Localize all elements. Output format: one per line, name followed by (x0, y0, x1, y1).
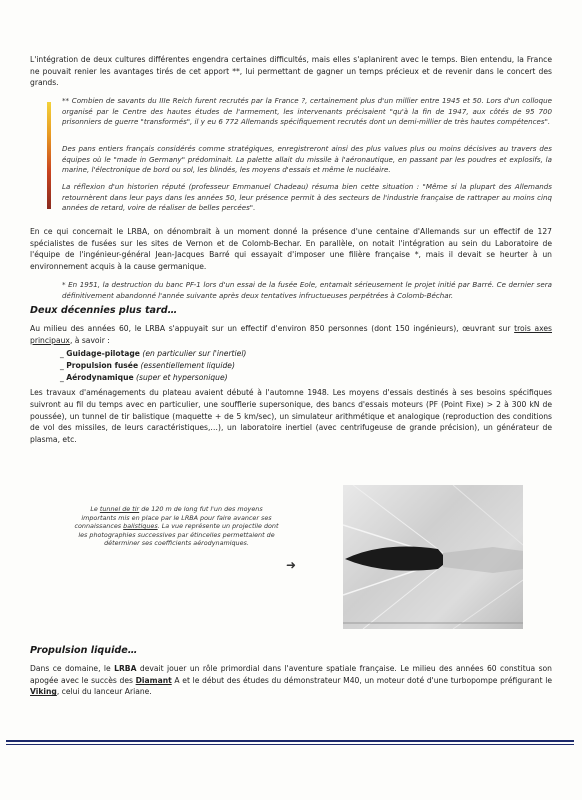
axes-intro-end: , à savoir : (69, 335, 110, 345)
decorative-color-bar (47, 102, 51, 209)
caption-underlined: tunnel de tir (99, 505, 140, 513)
liquid-propulsion-paragraph (30, 663, 552, 698)
caption-text: . La vue représente un projectile dont les photographies successives par étincelles permettaient de déterminer ses coefficients aérodynamiques. (78, 522, 279, 548)
axes-intro (30, 323, 552, 346)
caption-text: Le (90, 505, 100, 513)
footer-rule-thick (6, 740, 574, 742)
intro-paragraph: L'intégration de deux cultures différentes engendra certaines difficultés, mais elles s'aplanirent avec le temps. Bien entendu, la France ne pouvait renier les avantages tirés de cet apport **, lui permettant de gagner un temps précieux et de revenir dans le concert des grands. (30, 55, 552, 88)
arrow-right-icon: ➜ (286, 558, 297, 572)
list-item-name: Aérodynamique (66, 373, 134, 383)
list-item-detail: (en particulier sur l'inertiel) (139, 349, 247, 358)
list-item-detail: (super et hypersonique) (133, 373, 228, 383)
text-underlined: Viking (30, 687, 57, 697)
test-facilities-paragraph: Les travaux d'aménagements du plateau avaient débuté à l'automne 1948. Les moyens d'essais destinés à ses besoins spécifiques suivront au fil du temps avec en particulier, une soufflerie supersonique, des bancs d'essais moteurs (PF (Point Fixe) > 2 à 300 kN de poussée), un tunnel de tir balistique (maquette + de 5 km/sec), un simulateur arithmétique et analogique (reproduction des conditions de vol des missiles, de leurs caractéristiques,…), un laboratoire inertiel (avec centrifugeuse de grande précision), un générateur de plasma, etc. (30, 388, 552, 445)
text: A et le début des études du démonstrateur M40, un moteur doté d'une turbopompe préfigurant le (171, 675, 552, 685)
photo-caption (74, 505, 279, 548)
list-item-name: Guidage-pilotage (66, 349, 140, 358)
lrba-paragraph: En ce qui concernait le LRBA, on dénombrait à un moment donné la présence d'une centaine d'Allemands sur un effectif de 127 spécialistes de fusées sur les sites de Vernon et de Colomb-Bechar. En parallèle, on notait l'intégration au sein du Laboratoire de l'équipe de l'ingénieur-général Jean-Jacques Barré qui essayait d'imposer une filière française *, mais il devait se heurter à un environnement acquis à la cause germanique. (30, 227, 552, 271)
caption-text: de 120 m de long fut l'un des moyens importants mis en place par le LRBA pour faire avancer ses connaissances (74, 505, 272, 531)
text: , celui du lanceur Ariane. (56, 687, 152, 697)
list-bullet: _ (60, 373, 64, 383)
footnote-paragraph-1: ** Combien de savants du IIIe Reich furent recrutés par la France ?, certainement plus d'un millier entre 1945 et 50. Lors d'un colloque organisé par le Centre des hautes études de l'armement, les intervenants précisaient "qu'à la fin de 1947, aux côtés de 95 700 prisonniers de guerre "transformés", il y eu 6 772 Allemands spécifiquement recrutés dont un demi-millier de très hautes compétences". (62, 96, 552, 127)
text-bold: LRBA (114, 664, 137, 673)
projectile-photo (343, 485, 523, 629)
list-item-name: Propulsion fusée (66, 361, 139, 371)
list-bullet: _ (60, 361, 64, 371)
star-footnote: * En 1951, la destruction du banc PF-1 lors d'un essai de la fusée Eole, entamait sérieusement le projet initié par Barré. Ce dernier sera définitivement abandonné l'année suivante après deux tentatives infructueuses perpétrées à Colomb-Béchar. (62, 280, 552, 300)
list-bullet: _ (60, 349, 64, 358)
caption-underlined: balistiques (123, 522, 158, 531)
axes-intro-underlined: trois axes principaux (30, 324, 552, 345)
text: Dans ce domaine, le (30, 664, 115, 673)
footnote-paragraph-3: La réflexion d'un historien réputé (professeur Emmanuel Chadeau) résuma bien cette situation : "Même si la plupart des Allemands retournèrent dans leur pays dans les années 50, leur présence permit à des secteurs de l'industrie française de rattraper au moins cinq années de retard, voire de réaliser de belles percées". (62, 182, 552, 213)
list-item (60, 372, 246, 384)
list-item (60, 360, 246, 372)
section-heading-liquid-propulsion: Propulsion liquide… (30, 645, 138, 656)
list-item (60, 348, 246, 360)
axes-list (60, 348, 246, 385)
footer-rule-thin (6, 744, 574, 745)
text: devait jouer un rôle primordial dans l'aventure spatiale française. Le milieu des années 60 constitua son apogée avec le succès des (30, 664, 552, 685)
text-underlined: Diamant (135, 675, 172, 685)
axes-intro-text: Au milieu des années 60, le LRBA s'appuyait sur un effectif d'environ 850 personnes (dont 150 ingénieurs), œuvrant sur (30, 324, 515, 333)
section-heading-decades: Deux décennies plus tard… (30, 305, 178, 316)
footnote-paragraph-2: Des pans entiers français considérés comme stratégiques, enregistreront ainsi des plus values plus ou moins décisives au travers des équipes où le "made in Germany" prédominait. La palette allait du missile à l'aéronautique, en passant par les poudres et explosifs, la marine, l'électronique de bord ou sol, les blindés, les moyens d'essais et même le nucléaire. (62, 144, 552, 175)
list-item-detail: (essentiellement liquide) (138, 361, 235, 371)
projectile-image (343, 485, 523, 629)
